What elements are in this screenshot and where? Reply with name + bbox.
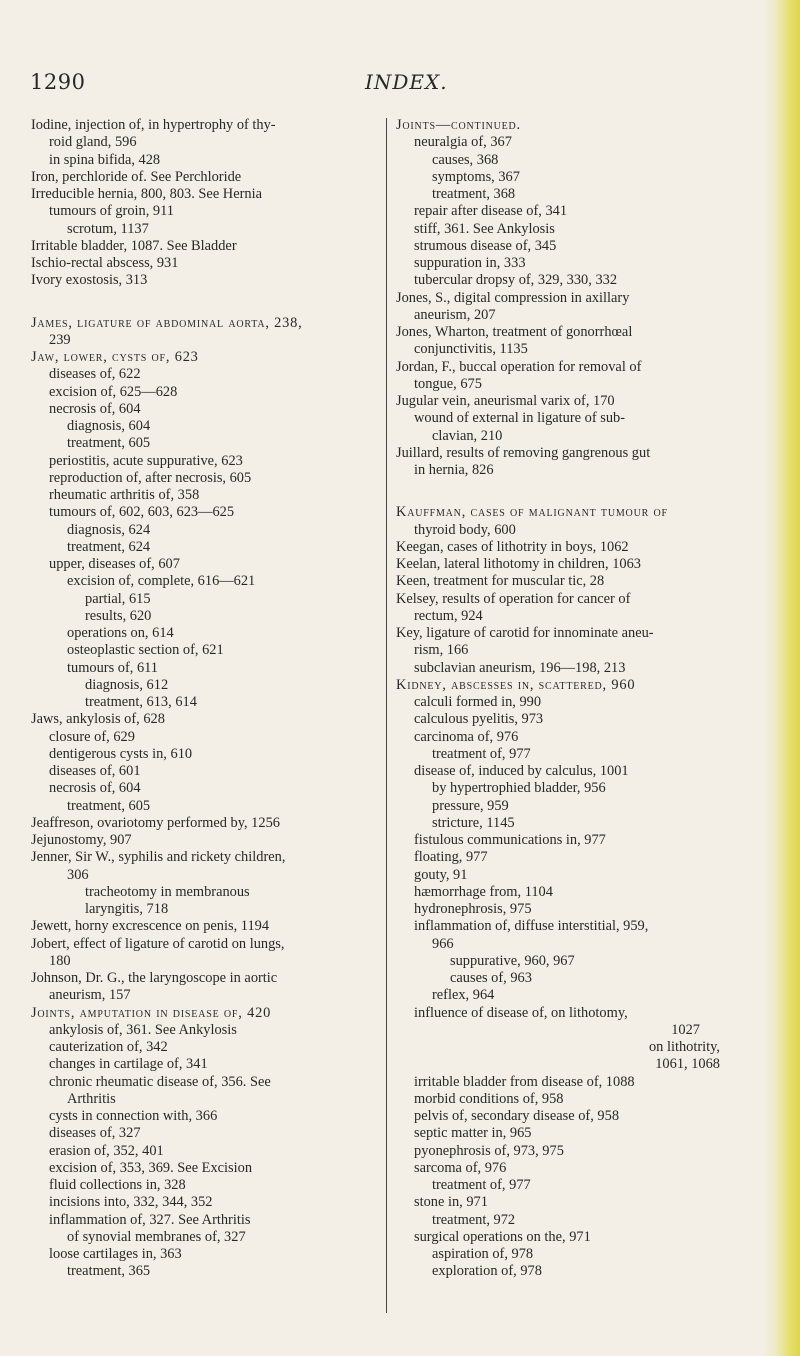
index-entry: calculi formed in, 990 — [414, 694, 542, 710]
index-entry: causes of, 963 — [450, 970, 532, 986]
index-entry: pelvis of, secondary disease of, 958 — [414, 1108, 620, 1124]
index-entry: necrosis of, 604 — [49, 780, 141, 797]
section-gap — [31, 290, 366, 315]
index-entry: thyroid body, 600 — [414, 521, 516, 538]
page-header — [30, 70, 760, 100]
index-entry: aneurism, 207 — [414, 306, 496, 323]
index-entry: diseases of, 622 — [49, 366, 141, 383]
index-entry: inflammation of, diffuse interstitial, 959, — [414, 918, 649, 935]
index-entry: 180 — [49, 952, 71, 969]
index-entry: Jewett, horny excrescence on penis, 1194 — [31, 918, 270, 935]
index-entry: closure of, 629 — [49, 728, 135, 745]
running-title: INDEX. — [365, 70, 448, 94]
index-entry: sarcoma of, 976 — [414, 1159, 507, 1176]
index-entry: treatment of, 977 — [432, 745, 531, 762]
index-entry: conjunctivitis, 1135 — [414, 341, 528, 358]
index-entry: reflex, 964 — [432, 987, 495, 1004]
index-entry: fistulous communications in, 977 — [414, 832, 606, 848]
index-entry: necrosis of, 604 — [49, 400, 141, 417]
index-entry: Kauffman, cases of malignant tumour of — [396, 504, 668, 521]
index-column-left — [31, 117, 366, 1281]
index-entry: Arthritis — [67, 1090, 116, 1107]
index-entry: erasion of, 352, 401 — [49, 1142, 164, 1159]
index-entry: Jaws, ankylosis of, 628 — [31, 711, 165, 728]
index-entry: rheumatic arthritis of, 358 — [49, 487, 200, 503]
index-entry: tumours of, 611 — [67, 659, 159, 676]
index-entry: tongue, 675 — [414, 375, 482, 392]
index-entry: repair after disease of, 341 — [414, 203, 568, 220]
index-entry: treatment, 613, 614 — [85, 694, 197, 710]
index-entry: stiff, 361. See Ankylosis — [414, 220, 555, 237]
index-entry: symptoms, 367 — [432, 168, 520, 185]
index-entry: of synovial membranes of, 327 — [67, 1228, 246, 1245]
index-entry: Kelsey, results of operation for cancer of — [396, 590, 631, 607]
index-entry: 966 — [432, 935, 454, 952]
index-entry: tubercular dropsy of, 329, 330, 332 — [414, 272, 618, 289]
index-entry: rectum, 924 — [414, 607, 483, 624]
index-entry: upper, diseases of, 607 — [49, 556, 180, 572]
index-entry: carcinoma of, 976 — [414, 728, 519, 745]
index-entry: cysts in connection with, 366 — [49, 1108, 218, 1124]
index-entry: scrotum, 1137 — [67, 220, 149, 237]
index-entry: rism, 166 — [414, 642, 469, 659]
index-entry: irritable bladder from disease of, 1088 — [414, 1073, 635, 1090]
index-entry: in spina bifida, 428 — [49, 151, 161, 168]
index-entry: ankylosis of, 361. See Ankylosis — [49, 1021, 237, 1038]
index-entry: suppuration in, 333 — [414, 255, 526, 271]
index-entry: Ischio-rectal abscess, 931 — [31, 255, 179, 271]
index-entry: clavian, 210 — [432, 427, 503, 444]
index-entry: Iodine, injection of, in hypertrophy of thy- — [31, 117, 276, 133]
index-entry: partial, 615 — [85, 590, 151, 607]
index-entry: Key, ligature of carotid for innominate aneu- — [396, 625, 654, 641]
index-entry: exploration of, 978 — [432, 1263, 542, 1280]
index-entry: diagnosis, 612 — [85, 676, 169, 693]
index-entry: incisions into, 332, 344, 352 — [49, 1194, 213, 1211]
index-entry: treatment, 624 — [67, 538, 151, 555]
index-entry: laryngitis, 718 — [85, 901, 169, 917]
index-entry: influence of disease of, on lithotomy, — [414, 1004, 628, 1021]
index-entry: subclavian aneurism, 196—198, 213 — [414, 659, 626, 676]
index-entry: diseases of, 327 — [49, 1125, 141, 1142]
index-entry: Jordan, F., buccal operation for removal of — [396, 358, 642, 375]
index-entry: operations on, 614 — [67, 625, 174, 641]
index-entry: loose cartilages in, 363 — [49, 1246, 182, 1262]
index-entry: gouty, 91 — [414, 866, 468, 883]
index-entry: diagnosis, 624 — [67, 521, 151, 538]
index-entry: surgical operations on the, 971 — [414, 1228, 591, 1245]
index-entry: Keegan, cases of lithotrity in boys, 1062 — [396, 538, 629, 555]
index-entry: Jejunostomy, 907 — [31, 832, 132, 848]
index-entry: 1061, 1068 — [655, 1056, 720, 1073]
index-entry: floating, 977 — [414, 849, 488, 866]
page-edge — [762, 0, 800, 1356]
index-entry: chronic rheumatic disease of, 356. See — [49, 1073, 271, 1090]
index-entry: fluid collections in, 328 — [49, 1177, 186, 1193]
index-entry: treatment of, 977 — [432, 1177, 531, 1193]
index-entry: neuralgia of, 367 — [414, 134, 512, 151]
index-entry: tumours of, 602, 603, 623—625 — [49, 504, 235, 521]
index-entry: treatment, 365 — [67, 1263, 151, 1280]
index-entry: reproduction of, after necrosis, 605 — [49, 469, 252, 486]
index-entry: tumours of groin, 911 — [49, 203, 174, 220]
index-entry: excision of, complete, 616—621 — [67, 573, 256, 590]
index-entry: treatment, 368 — [432, 186, 516, 202]
index-entry: Jugular vein, aneurismal varix of, 170 — [396, 393, 615, 409]
index-entry: septic matter in, 965 — [414, 1125, 532, 1142]
index-entry: Joints, amputation in disease of, 420 — [31, 1004, 272, 1021]
index-entry: aneurism, 157 — [49, 987, 131, 1004]
index-entry: James, ligature of abdominal aorta, 238, — [31, 314, 303, 331]
index-entry: Johnson, Dr. G., the laryngoscope in aortic — [31, 970, 278, 986]
index-entry: Jaw, lower, cysts of, 623 — [31, 349, 199, 365]
index-entry: diseases of, 601 — [49, 763, 141, 779]
index-entry: pressure, 959 — [432, 797, 509, 814]
index-entry: inflammation of, 327. See Arthritis — [49, 1211, 251, 1228]
index-entry: roid gland, 596 — [49, 134, 137, 151]
index-entry: tracheotomy in membranous — [85, 883, 250, 900]
index-entry: osteoplastic section of, 621 — [67, 642, 224, 659]
index-entry: Ivory exostosis, 313 — [31, 272, 148, 289]
index-entry: aspiration of, 978 — [432, 1246, 534, 1262]
index-entry: Jones, Wharton, treatment of gonorrhœal — [396, 324, 633, 340]
index-entry: Irritable bladder, 1087. See Bladder — [31, 237, 237, 254]
index-entry: treatment, 972 — [432, 1211, 516, 1228]
index-entry: Kidney, abscesses in, scattered, 960 — [396, 676, 636, 693]
index-entry: 1027 — [671, 1021, 700, 1038]
index-entry: disease of, induced by calculus, 1001 — [414, 763, 629, 779]
index-entry: hæmorrhage from, 1104 — [414, 883, 553, 900]
index-entry: results, 620 — [85, 607, 152, 624]
index-entry: cauterization of, 342 — [49, 1039, 168, 1055]
index-entry: stricture, 1145 — [432, 814, 515, 831]
index-entry: excision of, 625—628 — [49, 383, 178, 400]
index-entry: calculous pyelitis, 973 — [414, 711, 544, 728]
index-entry: Jeaffreson, ovariotomy performed by, 1256 — [31, 814, 280, 831]
index-entry: hydronephrosis, 975 — [414, 901, 532, 917]
section-gap — [396, 479, 760, 504]
index-entry: 239 — [49, 331, 71, 348]
index-entry: on lithotrity, — [648, 1039, 720, 1055]
index-entry: dentigerous cysts in, 610 — [49, 745, 193, 762]
index-entry: morbid conditions of, 958 — [414, 1090, 564, 1107]
index-entry: wound of external in ligature of sub- — [414, 410, 626, 427]
index-entry: Keelan, lateral lithotomy in children, 1063 — [396, 556, 641, 572]
index-entry: in hernia, 826 — [414, 462, 494, 478]
index-entry: Joints—continued. — [396, 117, 521, 133]
index-entry: Iron, perchloride of. See Perchloride — [31, 168, 242, 185]
index-column-right — [396, 117, 760, 1281]
index-entry: strumous disease of, 345 — [414, 237, 557, 254]
index-entry: Jobert, effect of ligature of carotid on lungs, — [31, 935, 285, 952]
index-entry: pyonephrosis of, 973, 975 — [414, 1142, 564, 1159]
index-entry: periostitis, acute suppurative, 623 — [49, 452, 243, 469]
index-entry: excision of, 353, 369. See Excision — [49, 1159, 253, 1176]
index-entry: treatment, 605 — [67, 435, 151, 452]
index-entry: 306 — [67, 866, 89, 883]
index-entry: treatment, 605 — [67, 797, 151, 814]
page-number: 1290 — [30, 70, 86, 94]
index-entry: suppurative, 960, 967 — [450, 952, 575, 969]
index-entry: causes, 368 — [432, 151, 499, 168]
index-entry: Jenner, Sir W., syphilis and rickety children, — [31, 849, 286, 866]
index-entry: changes in cartilage of, 341 — [49, 1056, 208, 1073]
index-entry: Jones, S., digital compression in axillary — [396, 289, 630, 306]
index-entry: stone in, 971 — [414, 1194, 488, 1211]
index-entry: Irreducible hernia, 800, 803. See Hernia — [31, 186, 262, 202]
index-entry: by hypertrophied bladder, 956 — [432, 780, 606, 797]
index-entry: Keen, treatment for muscular tic, 28 — [396, 573, 605, 590]
index-entry: Juillard, results of removing gangrenous gut — [396, 444, 651, 461]
column-divider — [386, 118, 387, 1313]
index-entry: diagnosis, 604 — [67, 418, 151, 434]
